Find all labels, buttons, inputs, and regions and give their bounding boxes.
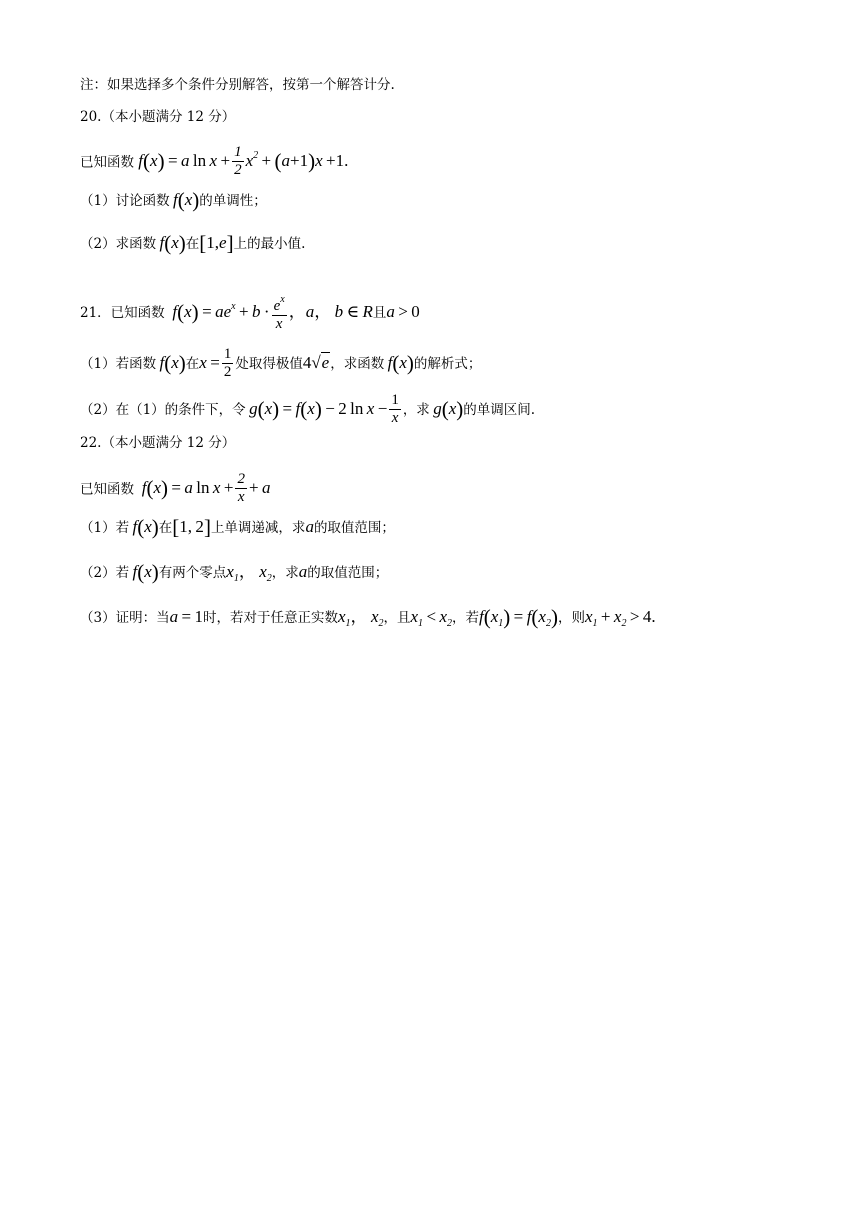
- q22-stem: 已知函数 f(x) = a ln x + $\frac{2}{x}$ + a: [80, 471, 271, 505]
- q22-part2: （2）若 f(x)有两个零点$x_1$， $x_2$，求a的取值范围；: [80, 560, 389, 584]
- q22-function-formula: f(x) = a ln x + $\frac{2}{x}$ + a: [138, 471, 271, 505]
- q20-stem: 已知函数 f(x) = a ln x + $\frac{1}{2}$ $x^2 + (a+1)x +1$.: [80, 144, 349, 178]
- note-line: 注：如果选择多个条件分别解答，按第一个解答计分.: [80, 77, 395, 93]
- q22-header: 22.（本小题满分 12 分）: [80, 435, 236, 451]
- q20-function-formula: f(x) = a ln x + $\frac{1}{2}$ $x^2 + (a+1)x +1$.: [138, 144, 349, 178]
- q21-part2: （2）在（1）的条件下，令 g(x) = f(x) − 2 ln x − $\frac{1}{x}$ ，求 g(x)的单调区间.: [80, 392, 536, 426]
- q21-function-formula: $f(x) = ae^x + b$ · $\frac{e^x}{x}$ ，a， b ∈ R: [169, 302, 373, 321]
- q20-header: 20.（本小题满分 12 分）: [80, 109, 236, 125]
- q20-part1: （1）讨论函数 f(x)的单调性；: [80, 188, 267, 212]
- q21-part1: （1）若函数 f(x)在x = $\frac{1}{2}$ 处取得极值4√e，求函数 f(x)的解析式；: [80, 346, 482, 380]
- q22-part3: （3）证明：当a = 1时，若对于任意正实数$x_1$， $x_2$，且$x_1 < x_2$，若$f(x_1) = f(x_2)$，则$x_1 + x_2 > 4$.: [80, 605, 656, 629]
- q21-stem: 21．已知函数 $f(x) = ae^x + b$ · $\frac{e^x}{x}$ ，a， b ∈ R且a > 0: [80, 292, 420, 334]
- q20-part2: （2）求函数 f(x)在[1,e]上的最小值.: [80, 231, 306, 255]
- q22-part1: （1）若 f(x)在[1, 2]上单调递减，求a的取值范围；: [80, 515, 395, 539]
